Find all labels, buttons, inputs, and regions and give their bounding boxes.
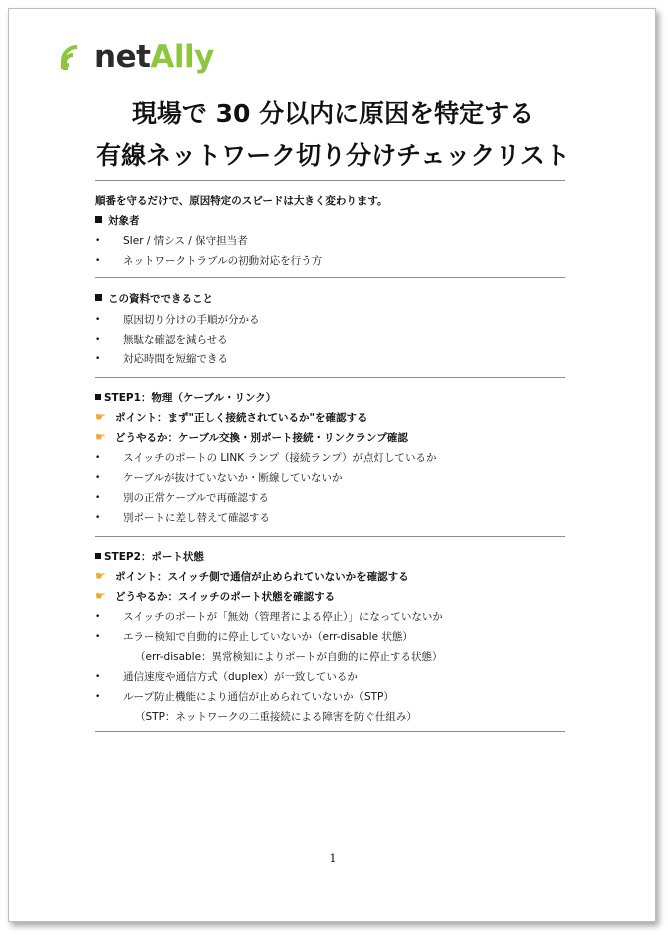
bullet-icon: • [95,692,101,702]
wifi-signal-icon [61,45,89,71]
bullet-icon: • [95,473,101,483]
title-line-2: 有線ネットワーク切り分けチェックリスト [96,141,570,170]
title-line-1: 現場で 30 分以内に原因を特定する [131,99,535,128]
bullet-icon: • [95,315,101,325]
pointing-hand-icon: ☛ [95,430,106,444]
benefits-heading: この資料でできること [95,292,575,306]
divider [95,377,565,378]
bullet-icon: • [95,672,101,682]
pointing-hand-icon: ☛ [95,569,106,583]
bullet-icon: • [95,632,101,642]
bullet-icon: • [95,453,101,463]
logo-ally-text: Ally [150,39,214,75]
document-page: netAlly 現場で 30 分以内に原因を特定する 有線ネットワーク切り分けチェックリスト 順番を守るだけで、原因特定のスピードは大きく変わります。 対象者 • SIer / 情シス / 保守担当者 • ネットワークトラブルの初動対応を行う方 この資料でできること • 原因切り分けの手順が分かる • 無駄な確認を減らせる • 対応時間を短縮できる STEP1：物理（ケーブル・リンク） ☛ ポイント：まず"正しく接続されているか"を確認する ☛ どうやるか：ケーブル交換・別ポート接続・リンクランプ確認 • スイッチのポートの LINK ランプ（接続ランプ）が点灯しているか • ケーブルが抜けていないか・断線していないか • 別の正常ケーブルで再確認する • 別ポートに差し替えて確認する STEP2：ポート状態 ☛ ポイント：スイッチ側で通信が止められていないかを確認する ☛ どうやるか：スイッチのポート状態を確認する • スイッチのポートが「無効（管理者による停止）」になっていないか • エラー検知で自動的に停止していないか（err-disable 状態） （err-disable：異常検知によりポートが自動的に停止する状態） • 通信速度や通信方式（duplex）が一致しているか • ループ防止機能により通信が止められていないか（STP） （STP：ネットワークの二重接続による障害を防ぐ仕組み） 1 [8,8,656,922]
bullet-icon: • [95,354,101,364]
bullet-icon: • [95,493,101,503]
square-bullet-icon [95,216,102,223]
bullet-icon: • [95,335,101,345]
divider [95,731,565,732]
logo-net-text: net [94,39,151,75]
audience-heading: 対象者 [95,214,575,228]
bullet-icon: • [95,256,101,266]
step2-heading: STEP2：ポート状態 [95,550,575,564]
stp-note: （STP：ネットワークの二重接続による障害を防ぐ仕組み） [135,711,417,723]
bullet-icon: • [95,612,101,622]
page-number: 1 [329,852,337,865]
pointing-hand-icon: ☛ [95,410,106,424]
step1-heading: STEP1：物理（ケーブル・リンク） [95,391,575,405]
intro-text: 順番を守るだけで、原因特定のスピードは大きく変わります。 [95,195,388,207]
square-bullet-icon [95,394,101,400]
bullet-icon: • [95,513,101,523]
square-bullet-icon [95,294,102,301]
divider [95,180,565,181]
bullet-icon: • [95,236,101,246]
pointing-hand-icon: ☛ [95,589,106,603]
netally-logo [61,39,214,75]
divider [95,536,565,537]
square-bullet-icon [95,553,101,559]
err-disable-note: （err-disable：異常検知によりポートが自動的に停止する状態） [135,651,443,663]
divider [95,277,565,278]
